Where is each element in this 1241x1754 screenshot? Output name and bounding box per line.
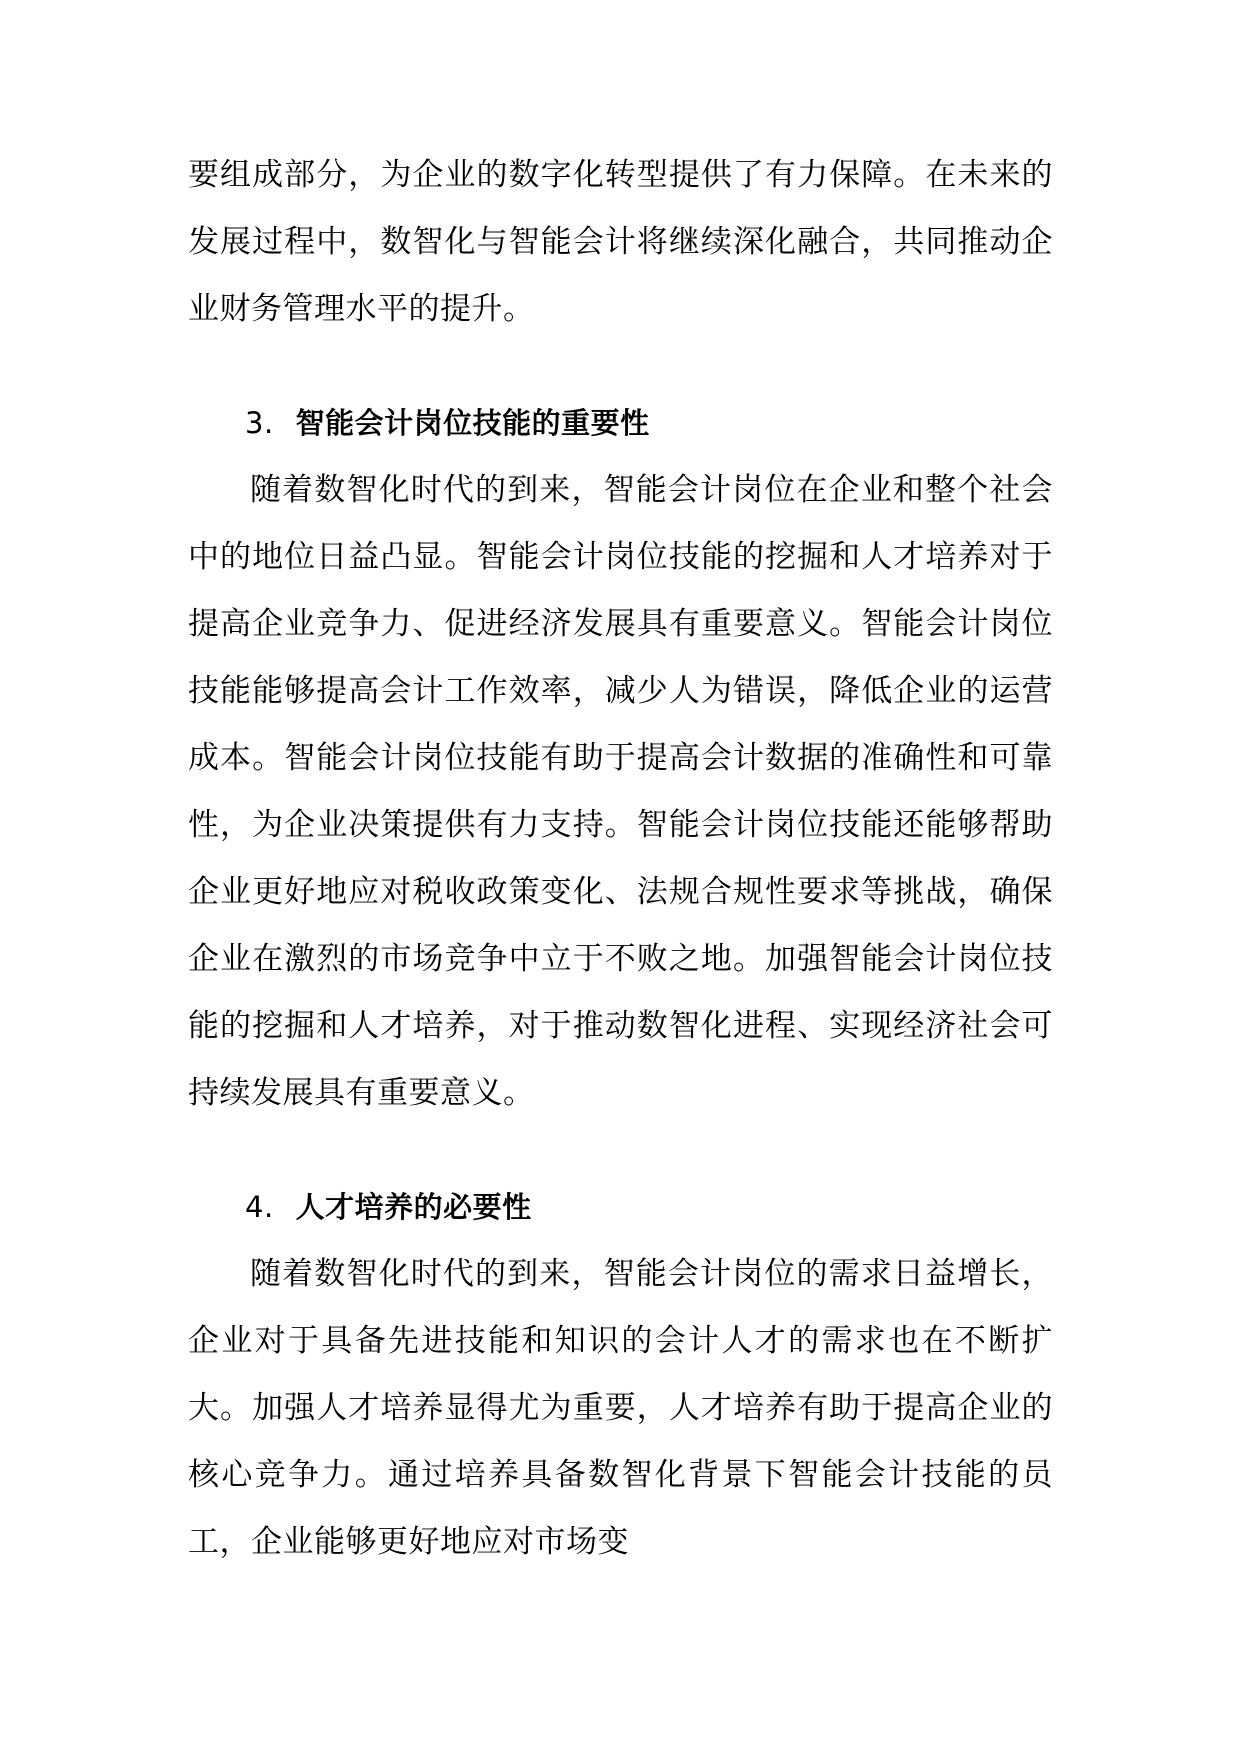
- section-4-number: 4.: [245, 1190, 274, 1224]
- section-3-number: 3.: [245, 406, 274, 440]
- section-4-title: 人才培养的必要性: [295, 1190, 532, 1224]
- section-gap: [188, 343, 1053, 390]
- section-3-title: 智能会计岗位技能的重要性: [295, 406, 650, 440]
- section-3-body: 随着数智化时代的到来，智能会计岗位在企业和整个社会中的地位日益凸显。智能会计岗位技能的挖掘和人才培养对于提高企业竞争力、促进经济发展具有重要意义。智能会计岗位技能能够提高会计工作效率，减少人为错误，降低企业的运营成本。智能会计岗位技能有助于提高会计数据的准确性和可靠性，为企业决策提供有力支持。智能会计岗位技能还能够帮助企业更好地应对税收政策变化、法规合规性要求等挑战，确保企业在激烈的市场竞争中立于不败之地。加强智能会计岗位技能的挖掘和人才培养，对于推动数智化进程、实现经济社会可持续发展具有重要意义。: [188, 472, 1053, 1111]
- section-3-heading: [188, 390, 1053, 457]
- paragraph-continuation: 要组成部分，为企业的数字化转型提供了有力保障。在未来的发展过程中，数智化与智能会计将继续深化融合，共同推动企业财务管理水平的提升。: [188, 157, 1053, 327]
- section-4-body: 随着数智化时代的到来，智能会计岗位的需求日益增长，企业对于具备先进技能和知识的会计人才的需求也在不断扩大。加强人才培养显得尤为重要，人才培养有助于提高企业的核心竞争力。通过培养具备数智化背景下智能会计技能的员工，企业能够更好地应对市场变: [188, 1256, 1053, 1560]
- section-4-heading: [188, 1174, 1053, 1241]
- section-gap: [188, 1127, 1053, 1174]
- document-page: [188, 142, 1053, 1576]
